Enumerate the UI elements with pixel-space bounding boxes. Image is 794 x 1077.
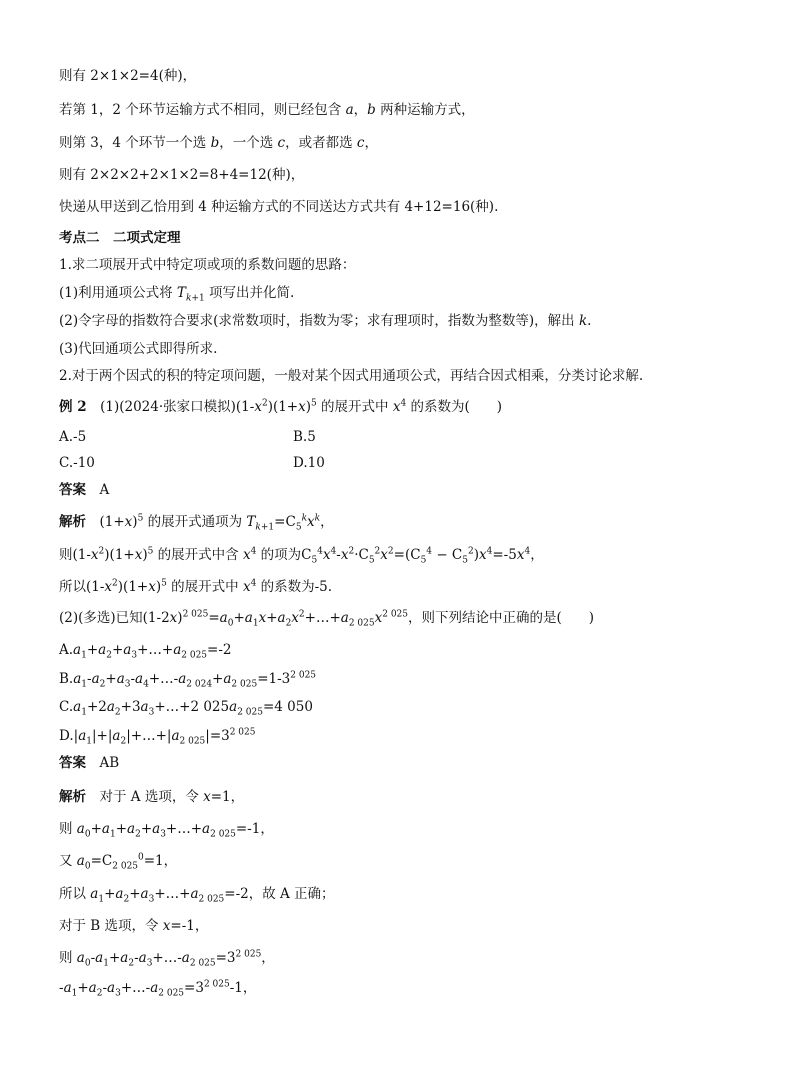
option-row — [59, 453, 325, 473]
example-question: 例 2 (1)(2024·张家口模拟)$(1-x^2)(1+x)^5$ 的展开式中 $x^4$ 的系数为( ) — [59, 398, 503, 415]
text-line: 则有 2×1×2=4(种)， — [59, 68, 197, 84]
option-a: A.-5 — [59, 429, 87, 445]
option-c: C.-10 — [59, 455, 95, 471]
option-b: $B.a_1-a_2+a_3-a_4+\dots-a_{2 024}+a_{2 025}=1-3^{2 025}$ — [59, 670, 317, 690]
text-line: 快递从甲送到乙恰用到 4 种运输方式的不同送达方式共有 4+12=16(种). — [59, 199, 499, 215]
text-line: 2.对于两个因式的积的特定项问题，一般对某个因式用通项公式，再结合因式相乘，分类讨论求解. — [59, 368, 644, 384]
text-line: (1)利用通项公式将 $T_{k+1}$ 项写出并化简. — [59, 285, 295, 304]
option-a: $A.a_1+a_2+a_3+\dots+a_{2 025}=-2$ — [59, 642, 232, 661]
text-line: 所以$(1-x^2)(1+x)^5$ 的展开式中 $x^4$ 的系数为-5. — [59, 578, 333, 595]
text-line: 又 $a_0=C_{2 025}^0=1$， — [59, 852, 178, 872]
answer-line: 答案 AB — [59, 755, 120, 771]
option-d: $D.|a_1|+|a_2|+\dots+|a_{2 025}|=3^{2 025}$ — [59, 727, 256, 747]
option-d: D.10 — [293, 455, 325, 471]
analysis-line: 解析 对于 A 选项，令 x=1， — [59, 789, 245, 805]
answer-line: 答案 A — [59, 482, 110, 498]
text-line: (2)令字母的指数符合要求(求常数项时，指数为零；求有理项时，指数为整数等)，解出 k. — [59, 313, 592, 329]
text-line: 则 $a_0-a_1+a_2-a_3+\dots-a_{2 025}=3^{2 025}$， — [59, 949, 275, 969]
text-line: 则第 3，4 个环节一个选 b，一个选 c，或者都选 c， — [59, 135, 378, 151]
example-question: (2)(多选)已知$(1-2x)^{2 025}=a_0+a_1x+a_2x^2+\dots+a_{2 025}x^{2 025}$，则下列结论中正确的是( ) — [59, 609, 595, 629]
analysis-line: 解析 $(1+x)^5$ 的展开式通项为 $T_{k+1}=C_5^kx^k$， — [59, 513, 334, 533]
text-line: 则有 2×2×2+2×1×2=8+4=12(种)， — [59, 167, 305, 183]
section-heading: 考点二 二项式定理 — [59, 230, 181, 246]
text-line: 若第 1，2 个环节运输方式不相同，则已经包含 a，b 两种运输方式， — [59, 102, 475, 118]
text-line: 1.求二项展开式中特定项或项的系数问题的思路： — [59, 257, 356, 273]
option-row — [59, 427, 316, 447]
text-line: 所以 $a_1+a_2+a_3+\dots+a_{2 025}=-2$，故 A 正确； — [59, 886, 335, 905]
option-b: B.5 — [293, 429, 316, 445]
text-line: 则$(1-x^2)(1+x)^5$ 的展开式中含 $x^4$ 的项为$C_5^4x^4-x^2\cdot C_5^2x^2=(C_5^4 - C_5^2)x^4=-5x^4$， — [59, 546, 544, 566]
text-line: 对于 B 选项，令 x=-1， — [59, 918, 209, 934]
option-c: $C.a_1+2a_2+3a_3+\dots+2$ $025a_{2 025}=4$ 050 — [59, 699, 313, 718]
text-line: (3)代回通项公式即得所求. — [59, 341, 218, 357]
text-line: $-a_1+a_2-a_3+\dots-a_{2 025}=3^{2 025}-1$， — [59, 979, 257, 999]
text-line: 则 $a_0+a_1+a_2+a_3+\dots+a_{2 025}=-1$， — [59, 821, 274, 840]
